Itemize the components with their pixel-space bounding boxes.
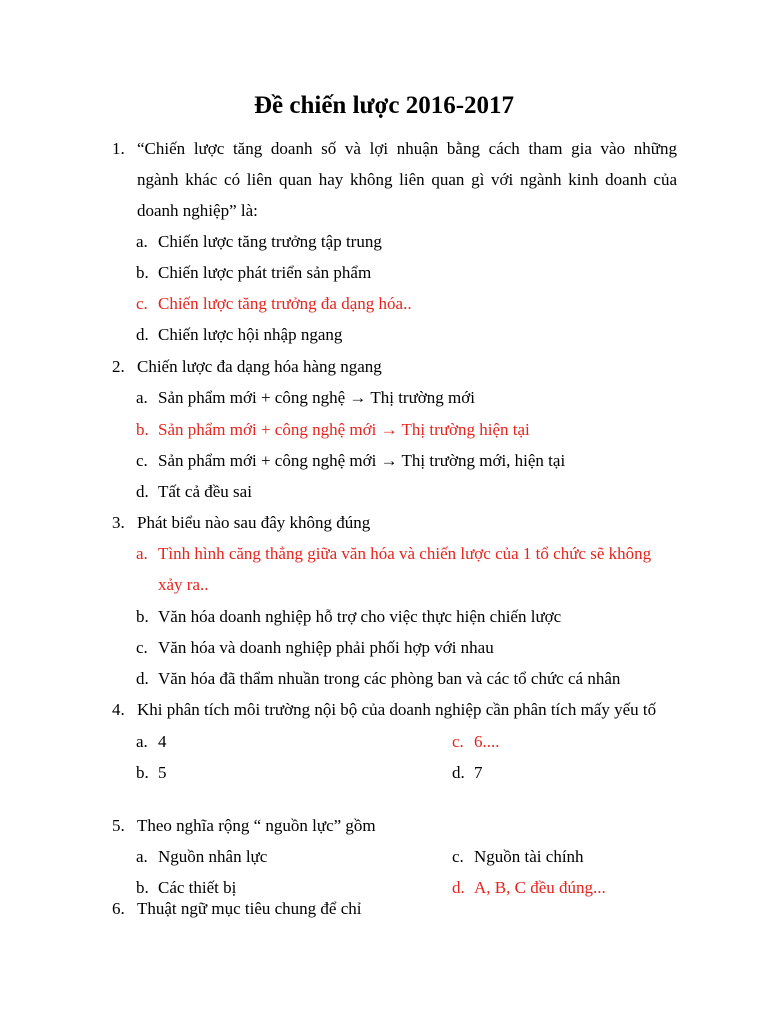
option-letter: b. [136,763,149,782]
question-number: 4. [112,700,125,719]
option-letter: c. [136,638,148,657]
option-text: Văn hóa doanh nghiệp hỗ trợ cho việc thực hiện chiến lược [158,607,562,626]
option-letter: a. [136,544,148,563]
question-text: Khi phân tích môi trường nội bộ của doanh nghiệp cần phân tích mấy yếu tố [137,700,657,719]
answer-option [136,480,252,504]
option-letter: d. [136,325,149,344]
answer-option [136,605,561,629]
option-text: Chiến lược hội nhập ngang [158,325,343,344]
answer-option [136,667,620,691]
arrow-right-icon: → [380,420,402,439]
question-number: 3. [112,513,125,532]
option-letter: a. [136,847,148,866]
option-letter: c. [452,847,464,866]
question-text-line: doanh nghiệp” là: [137,201,258,220]
question-number: 5. [112,816,125,835]
option-text: Chiến lược tăng trưởng đa dạng hóa.. [158,294,412,313]
arrow-right-icon: → [380,451,402,470]
question-text-line: ngành khác có liên quan hay không liên quan gì với ngành kinh doanh của [137,170,677,189]
option-letter: d. [452,763,465,782]
option-letter: c. [136,451,148,470]
answer-option [136,730,167,754]
option-text: A, B, C đều đúng... [474,878,606,897]
page-title: Đề chiến lược 2016-2017 [253,92,515,119]
option-text: Nguồn tài chính [474,847,584,866]
answer-option [136,386,475,410]
option-letter: b. [136,607,149,626]
option-text: 6.... [474,732,500,751]
answer-option-correct [136,542,651,566]
option-letter: d. [136,669,149,688]
option-text: Tình hình căng thẳng giữa văn hóa và chiến lược của 1 tổ chức sẽ không [158,544,652,563]
option-text: Các thiết bị [158,878,237,897]
question-text: Theo nghĩa rộng “ nguồn lực” gồm [137,816,376,835]
answer-option-correct [136,292,412,316]
answer-option-correct [452,730,500,754]
answer-option [136,230,382,254]
option-letter: c. [136,294,148,313]
option-text: Thị trường mới, hiện tại [401,451,566,470]
option-letter: a. [136,388,148,407]
option-letter: c. [452,732,464,751]
option-text: Sản phẩm mới + công nghệ [158,388,346,407]
option-text: Văn hóa và doanh nghiệp phải phối hợp với nhau [158,638,494,657]
answer-option-correct [452,876,606,900]
answer-option [136,761,167,785]
option-letter: a. [136,732,148,751]
question-text: Thuật ngữ mục tiêu chung để chỉ [137,899,362,918]
answer-option [136,261,371,285]
option-text: Thị trường mới [370,388,475,407]
option-letter: b. [136,263,149,282]
question-text: Chiến lược đa dạng hóa hàng ngang [137,357,382,376]
option-letter: b. [136,420,149,439]
option-text: 7 [474,763,483,782]
answer-option [136,636,494,660]
answer-option [136,449,565,473]
question-number: 1. [112,139,125,158]
question-number: 6. [112,899,125,918]
question-number: 2. [112,357,125,376]
option-text: Chiến lược tăng trưởng tập trung [158,232,382,251]
question-text: Phát biểu nào sau đây không đúng [137,513,371,532]
option-text: 5 [158,763,167,782]
option-text: Tất cả đều sai [158,482,252,501]
option-text: Văn hóa đã thẩm nhuần trong các phòng ban và các tổ chức cá nhân [158,669,621,688]
option-letter: b. [136,878,149,897]
answer-option [136,845,267,869]
option-text-continuation: xảy ra.. [158,575,209,594]
answer-option [452,761,483,785]
question-text-line: “Chiến lược tăng doanh số và lợi nhuận bằng cách tham gia vào những [137,139,677,158]
option-text: Chiến lược phát triển sản phẩm [158,263,372,282]
option-letter: d. [452,878,465,897]
arrow-right-icon: → [349,388,371,407]
answer-option-correct [136,418,530,442]
answer-option [136,323,342,347]
option-letter: a. [136,232,148,251]
option-letter: d. [136,482,149,501]
option-text: Sản phẩm mới + công nghệ mới [158,451,377,470]
option-text: Thị trường hiện tại [401,420,530,439]
option-text: Nguồn nhân lực [158,847,268,866]
option-text: 4 [158,732,167,751]
answer-option [452,845,584,869]
option-text: Sản phẩm mới + công nghệ mới [158,420,377,439]
